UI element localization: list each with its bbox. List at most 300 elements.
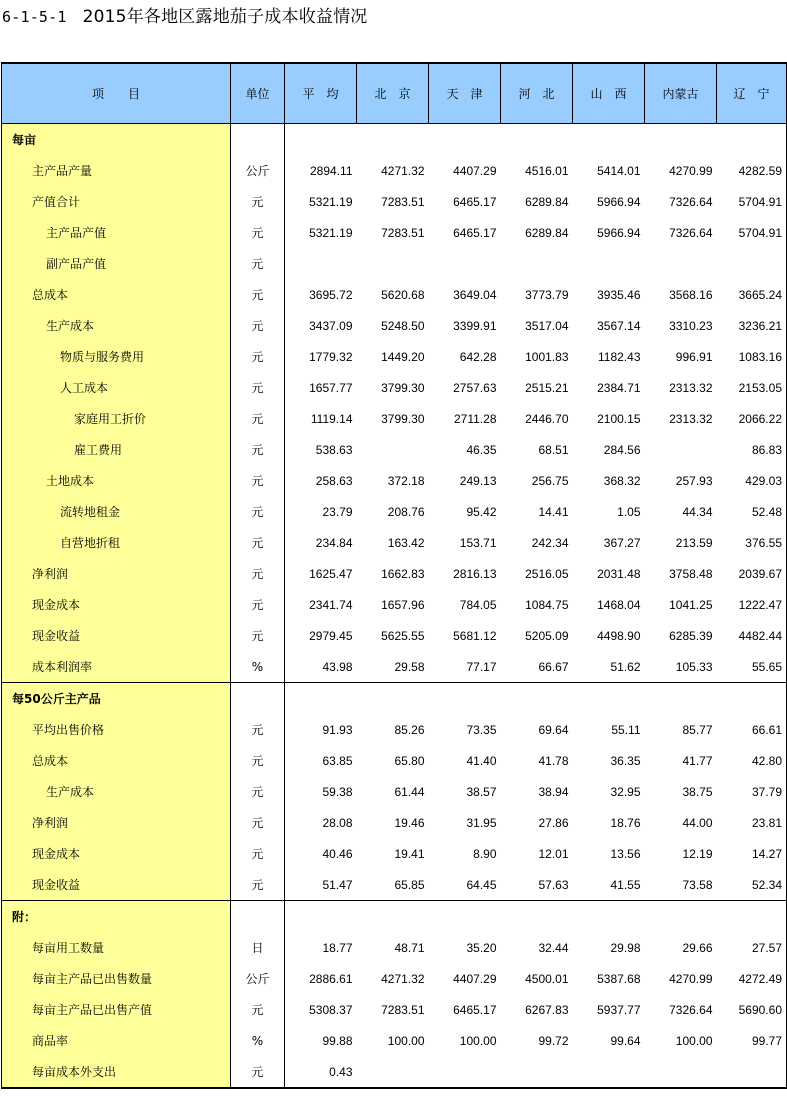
value-cell bbox=[357, 434, 429, 465]
value-cell bbox=[717, 124, 787, 156]
value-cell: 3568.16 bbox=[669, 287, 713, 302]
page-title bbox=[2, 4, 368, 30]
value-cell bbox=[429, 1056, 501, 1088]
item-label: 现金成本 bbox=[2, 838, 231, 869]
value-cell: 1657.77 bbox=[285, 372, 357, 403]
section-label: 每50公斤主产品 bbox=[2, 683, 231, 715]
value-cell: 7283.51 bbox=[381, 225, 425, 240]
value-cell: 55.11 bbox=[611, 722, 641, 737]
cost-benefit-table bbox=[1, 62, 787, 1089]
value-cell: 3310.23 bbox=[669, 318, 713, 333]
value-cell bbox=[357, 1056, 429, 1088]
value-cell: 3567.14 bbox=[597, 318, 641, 333]
value-cell: 538.63 bbox=[285, 434, 357, 465]
value-cell: 4482.44 bbox=[717, 620, 787, 651]
value-cell: 63.85 bbox=[285, 745, 357, 776]
unit-cell: % bbox=[231, 1025, 285, 1056]
value-cell: 95.42 bbox=[466, 504, 497, 519]
value-cell: 1041.25 bbox=[669, 597, 713, 612]
table-row bbox=[2, 869, 787, 901]
value-cell: 55.65 bbox=[717, 651, 787, 683]
value-cell: 996.91 bbox=[675, 349, 713, 364]
value-cell: 38.94 bbox=[538, 784, 569, 799]
item-label: 总成本 bbox=[2, 279, 231, 310]
value-cell: 1779.32 bbox=[285, 341, 357, 372]
value-cell bbox=[357, 248, 429, 279]
table-row bbox=[2, 963, 787, 994]
table-row bbox=[2, 932, 787, 963]
table-body bbox=[2, 124, 787, 1089]
unit-cell bbox=[231, 124, 285, 156]
value-cell: 6289.84 bbox=[525, 194, 569, 209]
table-row bbox=[2, 620, 787, 651]
value-cell: 1182.43 bbox=[598, 349, 641, 364]
value-cell: 23.81 bbox=[717, 807, 787, 838]
value-cell: 2313.32 bbox=[669, 411, 713, 426]
item-label: 每亩主产品已出售产值 bbox=[2, 994, 231, 1025]
value-cell: 5966.94 bbox=[597, 194, 641, 209]
unit-cell: 元 bbox=[231, 807, 285, 838]
value-cell: 40.46 bbox=[285, 838, 357, 869]
table-row bbox=[2, 310, 787, 341]
value-cell: 1084.75 bbox=[525, 597, 569, 612]
value-cell: 5704.91 bbox=[717, 186, 787, 217]
value-cell: 100.00 bbox=[387, 1033, 425, 1048]
value-cell: 3649.04 bbox=[453, 287, 497, 302]
value-cell bbox=[429, 901, 501, 933]
value-cell: 8.90 bbox=[473, 846, 497, 861]
table-row bbox=[2, 465, 787, 496]
value-cell: 99.77 bbox=[717, 1025, 787, 1056]
unit-cell: 公斤 bbox=[231, 155, 285, 186]
item-label: 现金收益 bbox=[2, 620, 231, 651]
table-row bbox=[2, 651, 787, 683]
value-cell: 4498.90 bbox=[597, 628, 641, 643]
value-cell: 41.77 bbox=[682, 753, 713, 768]
table-row bbox=[2, 807, 787, 838]
item-label: 现金成本 bbox=[2, 589, 231, 620]
value-cell: 2384.71 bbox=[597, 380, 641, 395]
value-cell bbox=[573, 248, 645, 279]
value-cell: 1468.04 bbox=[597, 597, 641, 612]
table-row bbox=[2, 1056, 787, 1088]
value-cell bbox=[501, 901, 573, 933]
table-row bbox=[2, 589, 787, 620]
value-cell: 19.46 bbox=[394, 815, 425, 830]
value-cell: 4271.32 bbox=[381, 163, 425, 178]
value-cell: 69.64 bbox=[538, 722, 569, 737]
value-cell: 66.67 bbox=[538, 659, 569, 674]
value-cell: 5248.50 bbox=[381, 318, 425, 333]
value-cell: 2341.74 bbox=[285, 589, 357, 620]
item-label: 家庭用工折价 bbox=[2, 403, 231, 434]
item-label: 净利润 bbox=[2, 558, 231, 589]
value-cell: 4407.29 bbox=[453, 971, 497, 986]
value-cell: 2894.11 bbox=[285, 155, 357, 186]
value-cell: 3695.72 bbox=[285, 279, 357, 310]
value-cell: 18.76 bbox=[610, 815, 641, 830]
value-cell: 3799.30 bbox=[381, 380, 425, 395]
item-label: 自营地折租 bbox=[2, 527, 231, 558]
value-cell: 41.55 bbox=[610, 877, 641, 892]
table-row bbox=[2, 745, 787, 776]
item-label: 雇工费用 bbox=[2, 434, 231, 465]
table-number: 6-1-5-1 bbox=[2, 8, 67, 26]
value-cell: 42.80 bbox=[717, 745, 787, 776]
item-label: 净利润 bbox=[2, 807, 231, 838]
value-cell: 43.98 bbox=[285, 651, 357, 683]
value-cell: 41.40 bbox=[466, 753, 497, 768]
value-cell bbox=[501, 1056, 573, 1088]
value-cell bbox=[645, 901, 717, 933]
value-cell bbox=[717, 901, 787, 933]
value-cell: 1222.47 bbox=[717, 589, 787, 620]
value-cell bbox=[717, 683, 787, 715]
value-cell bbox=[645, 124, 717, 156]
table-row bbox=[2, 248, 787, 279]
value-cell: 68.51 bbox=[538, 442, 569, 457]
unit-cell: 元 bbox=[231, 714, 285, 745]
value-cell: 7283.51 bbox=[381, 194, 425, 209]
value-cell: 2031.48 bbox=[597, 566, 641, 581]
value-cell: 368.32 bbox=[603, 473, 641, 488]
value-cell: 3665.24 bbox=[717, 279, 787, 310]
value-cell: 4270.99 bbox=[669, 163, 713, 178]
value-cell: 32.95 bbox=[610, 784, 641, 799]
item-label: 商品率 bbox=[2, 1025, 231, 1056]
section-row bbox=[2, 683, 787, 715]
unit-cell: 元 bbox=[231, 403, 285, 434]
value-cell: 85.26 bbox=[394, 722, 425, 737]
unit-cell: 元 bbox=[231, 869, 285, 901]
value-cell: 2816.13 bbox=[453, 566, 497, 581]
item-label: 流转地租金 bbox=[2, 496, 231, 527]
value-cell: 44.00 bbox=[682, 815, 713, 830]
value-cell: 59.38 bbox=[285, 776, 357, 807]
unit-cell: 元 bbox=[231, 279, 285, 310]
unit-cell: 元 bbox=[231, 589, 285, 620]
value-cell: 86.83 bbox=[717, 434, 787, 465]
value-cell bbox=[285, 248, 357, 279]
value-cell bbox=[357, 124, 429, 156]
value-cell bbox=[501, 683, 573, 715]
value-cell: 29.98 bbox=[610, 940, 641, 955]
table-row bbox=[2, 341, 787, 372]
value-cell: 4500.01 bbox=[525, 971, 569, 986]
value-cell bbox=[717, 248, 787, 279]
unit-cell: 元 bbox=[231, 310, 285, 341]
value-cell: 0.43 bbox=[285, 1056, 357, 1088]
value-cell: 3799.30 bbox=[381, 411, 425, 426]
value-cell bbox=[285, 683, 357, 715]
value-cell: 29.66 bbox=[682, 940, 713, 955]
value-cell: 57.63 bbox=[538, 877, 569, 892]
value-cell bbox=[501, 124, 573, 156]
unit-cell: 元 bbox=[231, 558, 285, 589]
value-cell: 1662.83 bbox=[381, 566, 425, 581]
value-cell bbox=[285, 901, 357, 933]
value-cell: 6465.17 bbox=[453, 194, 497, 209]
value-cell: 1001.83 bbox=[525, 349, 569, 364]
value-cell: 100.00 bbox=[459, 1033, 497, 1048]
value-cell: 1657.96 bbox=[381, 597, 425, 612]
value-cell: 13.56 bbox=[610, 846, 641, 861]
value-cell: 5966.94 bbox=[597, 225, 641, 240]
value-cell bbox=[357, 683, 429, 715]
value-cell: 3437.09 bbox=[285, 310, 357, 341]
value-cell: 51.47 bbox=[285, 869, 357, 901]
unit-cell: 公斤 bbox=[231, 963, 285, 994]
value-cell: 38.75 bbox=[682, 784, 713, 799]
value-cell: 2039.67 bbox=[717, 558, 787, 589]
value-cell: 5321.19 bbox=[285, 217, 357, 248]
value-cell: 100.00 bbox=[675, 1033, 713, 1048]
unit-cell: 元 bbox=[231, 527, 285, 558]
value-cell bbox=[573, 124, 645, 156]
value-cell: 3517.04 bbox=[525, 318, 569, 333]
value-cell: 5625.55 bbox=[381, 628, 425, 643]
value-cell: 1449.20 bbox=[381, 349, 425, 364]
value-cell: 99.88 bbox=[285, 1025, 357, 1056]
item-label: 每亩成本外支出 bbox=[2, 1056, 231, 1088]
item-label: 生产成本 bbox=[2, 310, 231, 341]
value-cell: 66.61 bbox=[717, 714, 787, 745]
value-cell: 5704.91 bbox=[717, 217, 787, 248]
item-label: 主产品产值 bbox=[2, 217, 231, 248]
value-cell: 2066.22 bbox=[717, 403, 787, 434]
value-cell: 284.56 bbox=[603, 442, 641, 457]
unit-cell: 元 bbox=[231, 776, 285, 807]
table-row bbox=[2, 527, 787, 558]
value-cell: 5937.77 bbox=[597, 1002, 641, 1017]
value-cell: 65.85 bbox=[394, 877, 425, 892]
value-cell: 163.42 bbox=[387, 535, 425, 550]
value-cell: 77.17 bbox=[466, 659, 497, 674]
value-cell: 256.75 bbox=[531, 473, 569, 488]
table-row bbox=[2, 186, 787, 217]
value-cell: 6465.17 bbox=[453, 225, 497, 240]
value-cell: 73.58 bbox=[682, 877, 713, 892]
item-label: 总成本 bbox=[2, 745, 231, 776]
unit-cell: 元 bbox=[231, 434, 285, 465]
value-cell: 91.93 bbox=[285, 714, 357, 745]
value-cell: 18.77 bbox=[285, 932, 357, 963]
value-cell: 36.35 bbox=[610, 753, 641, 768]
value-cell: 5690.60 bbox=[717, 994, 787, 1025]
value-cell: 3399.91 bbox=[453, 318, 497, 333]
unit-cell: 元 bbox=[231, 620, 285, 651]
header-region: 天 津 bbox=[429, 63, 501, 124]
unit-cell: 元 bbox=[231, 465, 285, 496]
table-row bbox=[2, 496, 787, 527]
header-region: 山 西 bbox=[573, 63, 645, 124]
value-cell: 38.57 bbox=[466, 784, 497, 799]
value-cell: 7326.64 bbox=[669, 194, 713, 209]
value-cell: 3773.79 bbox=[525, 287, 569, 302]
value-cell: 5681.12 bbox=[453, 628, 497, 643]
value-cell: 2757.63 bbox=[453, 380, 497, 395]
value-cell bbox=[573, 1056, 645, 1088]
unit-cell: 元 bbox=[231, 248, 285, 279]
value-cell: 27.57 bbox=[717, 932, 787, 963]
value-cell: 234.84 bbox=[285, 527, 357, 558]
value-cell: 7326.64 bbox=[669, 1002, 713, 1017]
unit-cell: 元 bbox=[231, 217, 285, 248]
value-cell: 23.79 bbox=[285, 496, 357, 527]
value-cell bbox=[645, 683, 717, 715]
value-cell: 5321.19 bbox=[285, 186, 357, 217]
value-cell: 2446.70 bbox=[525, 411, 569, 426]
item-label: 每亩主产品已出售数量 bbox=[2, 963, 231, 994]
value-cell bbox=[573, 683, 645, 715]
value-cell: 784.05 bbox=[459, 597, 497, 612]
unit-cell: 元 bbox=[231, 1056, 285, 1088]
unit-cell: 元 bbox=[231, 745, 285, 776]
unit-cell: 元 bbox=[231, 496, 285, 527]
value-cell: 12.19 bbox=[682, 846, 713, 861]
value-cell: 153.71 bbox=[459, 535, 497, 550]
value-cell: 3758.48 bbox=[669, 566, 713, 581]
value-cell: 249.13 bbox=[459, 473, 497, 488]
value-cell: 6267.83 bbox=[525, 1002, 569, 1017]
value-cell: 2153.05 bbox=[717, 372, 787, 403]
value-cell: 12.01 bbox=[538, 846, 569, 861]
value-cell bbox=[717, 1056, 787, 1088]
value-cell: 4282.59 bbox=[717, 155, 787, 186]
unit-cell: 元 bbox=[231, 186, 285, 217]
value-cell: 2711.28 bbox=[454, 411, 497, 426]
table-title-text: 2015年各地区露地茄子成本收益情况 bbox=[82, 7, 368, 27]
value-cell bbox=[285, 124, 357, 156]
value-cell: 372.18 bbox=[387, 473, 425, 488]
table-header-row bbox=[2, 63, 787, 124]
table-row bbox=[2, 838, 787, 869]
value-cell: 61.44 bbox=[394, 784, 425, 799]
value-cell: 258.63 bbox=[285, 465, 357, 496]
value-cell: 5308.37 bbox=[285, 994, 357, 1025]
value-cell: 41.78 bbox=[538, 753, 569, 768]
unit-cell: 元 bbox=[231, 372, 285, 403]
value-cell: 65.80 bbox=[394, 753, 425, 768]
unit-cell: 元 bbox=[231, 994, 285, 1025]
value-cell: 429.03 bbox=[717, 465, 787, 496]
value-cell: 2515.21 bbox=[525, 380, 569, 395]
value-cell: 2516.05 bbox=[525, 566, 569, 581]
value-cell: 367.27 bbox=[603, 535, 641, 550]
header-region: 北 京 bbox=[357, 63, 429, 124]
value-cell bbox=[501, 248, 573, 279]
value-cell: 213.59 bbox=[675, 535, 713, 550]
value-cell: 48.71 bbox=[394, 940, 425, 955]
header-item: 项 目 bbox=[2, 63, 231, 124]
unit-cell: 元 bbox=[231, 838, 285, 869]
unit-cell bbox=[231, 901, 285, 933]
value-cell: 4407.29 bbox=[453, 163, 497, 178]
value-cell: 2313.32 bbox=[669, 380, 713, 395]
value-cell: 14.27 bbox=[717, 838, 787, 869]
value-cell: 99.64 bbox=[610, 1033, 641, 1048]
value-cell: 242.34 bbox=[531, 535, 569, 550]
value-cell: 5414.01 bbox=[597, 163, 641, 178]
item-label: 主产品产量 bbox=[2, 155, 231, 186]
unit-cell: 元 bbox=[231, 341, 285, 372]
value-cell: 14.41 bbox=[538, 504, 569, 519]
value-cell: 642.28 bbox=[459, 349, 497, 364]
table-row bbox=[2, 558, 787, 589]
table-row bbox=[2, 372, 787, 403]
value-cell: 52.48 bbox=[717, 496, 787, 527]
value-cell: 99.72 bbox=[538, 1033, 569, 1048]
item-label: 人工成本 bbox=[2, 372, 231, 403]
table-row bbox=[2, 434, 787, 465]
table-row bbox=[2, 714, 787, 745]
value-cell: 7326.64 bbox=[669, 225, 713, 240]
item-label: 物质与服务费用 bbox=[2, 341, 231, 372]
section-label: 每亩 bbox=[2, 124, 231, 156]
section-label: 附： bbox=[2, 901, 231, 933]
value-cell: 29.58 bbox=[394, 659, 425, 674]
section-row bbox=[2, 124, 787, 156]
value-cell bbox=[429, 248, 501, 279]
table-row bbox=[2, 1025, 787, 1056]
value-cell: 44.34 bbox=[682, 504, 713, 519]
section-row bbox=[2, 901, 787, 933]
value-cell: 31.95 bbox=[466, 815, 497, 830]
value-cell bbox=[429, 124, 501, 156]
table-row bbox=[2, 403, 787, 434]
value-cell: 4270.99 bbox=[669, 971, 713, 986]
value-cell bbox=[429, 683, 501, 715]
table-row bbox=[2, 217, 787, 248]
value-cell bbox=[357, 901, 429, 933]
value-cell: 3935.46 bbox=[597, 287, 641, 302]
item-label: 每亩用工数量 bbox=[2, 932, 231, 963]
value-cell: 37.79 bbox=[717, 776, 787, 807]
value-cell bbox=[645, 248, 717, 279]
value-cell: 85.77 bbox=[682, 722, 713, 737]
value-cell: 1.05 bbox=[617, 504, 641, 519]
value-cell: 2886.61 bbox=[285, 963, 357, 994]
value-cell: 6465.17 bbox=[453, 1002, 497, 1017]
item-label: 平均出售价格 bbox=[2, 714, 231, 745]
value-cell: 7283.51 bbox=[381, 1002, 425, 1017]
item-label: 土地成本 bbox=[2, 465, 231, 496]
item-label: 副产品产值 bbox=[2, 248, 231, 279]
value-cell: 5205.09 bbox=[525, 628, 569, 643]
value-cell: 51.62 bbox=[610, 659, 641, 674]
table-row bbox=[2, 155, 787, 186]
value-cell: 1119.14 bbox=[285, 403, 357, 434]
value-cell: 2100.15 bbox=[597, 411, 641, 426]
item-label: 生产成本 bbox=[2, 776, 231, 807]
value-cell: 64.45 bbox=[466, 877, 497, 892]
value-cell: 4272.49 bbox=[717, 963, 787, 994]
value-cell bbox=[573, 901, 645, 933]
value-cell: 19.41 bbox=[394, 846, 425, 861]
value-cell: 1083.16 bbox=[717, 341, 787, 372]
table-row bbox=[2, 994, 787, 1025]
value-cell: 2979.45 bbox=[285, 620, 357, 651]
header-region: 平 均 bbox=[285, 63, 357, 124]
value-cell: 5620.68 bbox=[381, 287, 425, 302]
value-cell: 4271.32 bbox=[381, 971, 425, 986]
table-row bbox=[2, 776, 787, 807]
header-region: 内蒙古 bbox=[645, 63, 717, 124]
unit-cell: 日 bbox=[231, 932, 285, 963]
value-cell: 27.86 bbox=[538, 815, 569, 830]
value-cell: 5387.68 bbox=[597, 971, 641, 986]
value-cell: 376.55 bbox=[717, 527, 787, 558]
